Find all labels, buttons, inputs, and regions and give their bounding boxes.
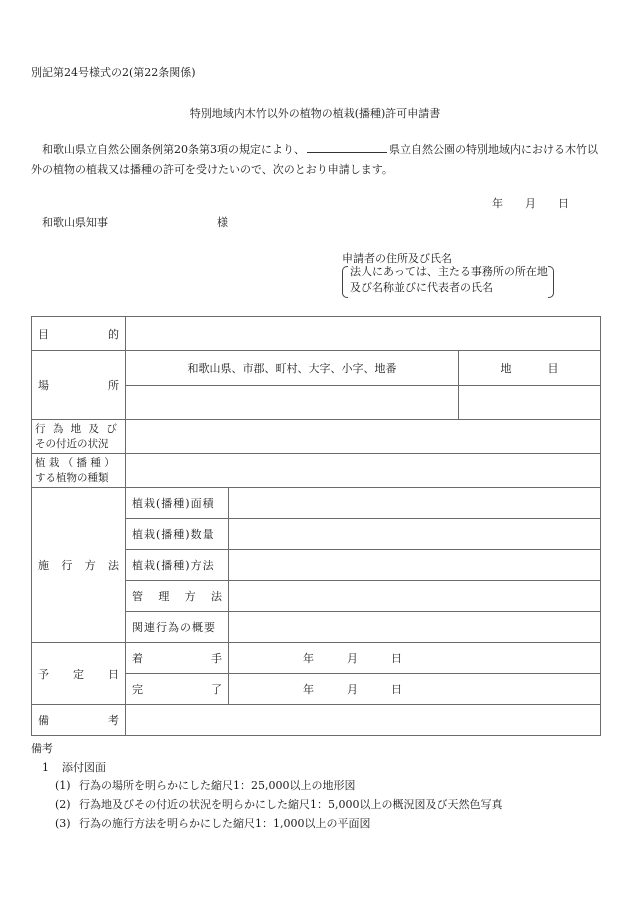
bracket-left [342, 266, 348, 298]
notes-subitem: (2) 行為地及びその付近の状況を明らかにした縮尺1：5,000以上の概況図及び天然色写真 [55, 798, 503, 811]
notes-title: 備考 [31, 742, 53, 755]
application-date[interactable] [492, 195, 569, 211]
applicant-note [342, 264, 554, 296]
addressee-honorific: 様 [217, 216, 228, 229]
remarks-field[interactable] [126, 705, 601, 736]
form-reference: 別記第24号様式の2(第22条関係) [31, 66, 196, 79]
addressee-name: 和歌山県知事 [42, 216, 108, 229]
date-month-label: 月 [525, 197, 536, 210]
date-year-label: 年 [492, 197, 503, 210]
bracket-right [548, 266, 554, 298]
row-purpose [32, 317, 601, 351]
label-start: 着 手 [126, 643, 229, 674]
row-site-condition [32, 420, 601, 454]
notes-subitem: (3) 行為の施行方法を明らかにした縮尺1：1,000以上の平面図 [55, 817, 371, 830]
site-condition-field[interactable] [126, 420, 601, 454]
row-method-area [32, 488, 601, 519]
intro-text-part2: 県立自然公園の特別地域内における木竹以外の植物の植栽又は播種の許可を受けたいので、次のとおり申請します。 [31, 143, 598, 176]
land-category-field[interactable] [459, 386, 601, 420]
purpose-field[interactable] [126, 317, 601, 351]
intro-paragraph [31, 140, 601, 180]
label-location: 場 所 [32, 351, 126, 420]
label-schedule: 予 定 日 [32, 643, 126, 705]
planting-area-field[interactable] [229, 488, 601, 519]
plant-species-field[interactable] [126, 454, 601, 488]
label-related-acts: 関連行為の概要 [126, 612, 229, 643]
label-site-condition: 行 為 地 及 び その付近の状況 [32, 420, 126, 454]
applicant-label: 申請者の住所及び氏名 [342, 252, 452, 265]
intro-text-part1: 和歌山県立自然公園条例第20条第3項の規定により、 [42, 143, 305, 156]
label-management-method: 管 理 方 法 [126, 581, 229, 612]
label-purpose: 目 的 [32, 317, 126, 351]
park-name-blank[interactable] [307, 140, 387, 153]
start-date-field[interactable]: 年 月 日 [229, 643, 601, 674]
notes-item: 1 添付図面 [42, 761, 106, 774]
applicant-note-line2: 及び名称並びに代表者の氏名 [350, 281, 493, 294]
label-method: 施 行 方 法 [32, 488, 126, 643]
document-title: 特別地域内木竹以外の植物の植栽(播種)許可申請書 [189, 107, 441, 120]
applicant-note-line1: 法人にあっては、主たる事務所の所在地 [350, 265, 548, 278]
planting-quantity-field[interactable] [229, 519, 601, 550]
label-end: 完 了 [126, 674, 229, 705]
row-remarks [32, 705, 601, 736]
row-schedule-start [32, 643, 601, 674]
application-form-table [31, 316, 601, 736]
management-method-field[interactable] [229, 581, 601, 612]
row-location-header [32, 351, 601, 386]
notes-subitem: (1) 行為の場所を明らかにした縮尺1：25,000以上の地形図 [55, 779, 356, 792]
row-plant-species [32, 454, 601, 488]
label-planting-quantity: 植栽(播種)数量 [126, 519, 229, 550]
related-acts-field[interactable] [229, 612, 601, 643]
label-planting-area: 植栽(播種)面積 [126, 488, 229, 519]
address-header: 和歌山県、市郡、町村、大字、小字、地番 [126, 351, 459, 386]
label-remarks: 備 考 [32, 705, 126, 736]
end-date-field[interactable]: 年 月 日 [229, 674, 601, 705]
planting-method-field[interactable] [229, 550, 601, 581]
label-plant-species: 植 栽 （ 播 種 ） する植物の種類 [32, 454, 126, 488]
address-field[interactable] [126, 386, 459, 420]
land-category-header: 地 目 [459, 351, 601, 386]
label-planting-method: 植栽(播種)方法 [126, 550, 229, 581]
date-day-label: 日 [558, 197, 569, 210]
